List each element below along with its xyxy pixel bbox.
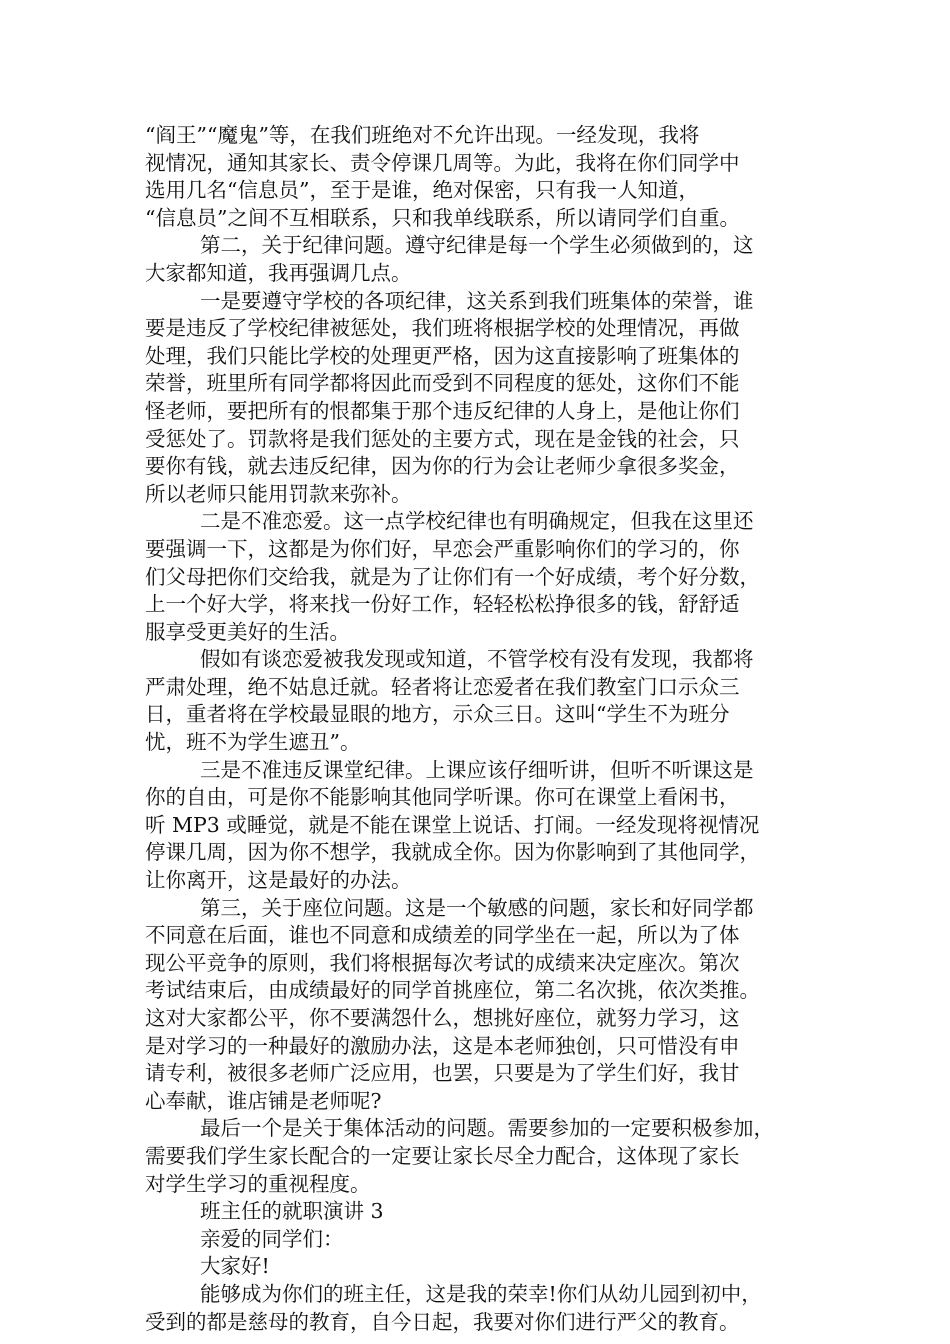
text-line: 听 MP3 或睡觉，就是不能在课堂上说话、打闹。一经发现将视情况: [145, 812, 760, 837]
text-line: 大家都知道，我再强调几点。: [145, 260, 412, 285]
text-line: 三是不准违反课堂纪律。上课应该仔细听讲，但听不听课这是: [200, 757, 754, 782]
text-line: 所以老师只能用罚款来弥补。: [145, 481, 412, 506]
text-line: 受到的都是慈母的教育，自今日起，我要对你们进行严父的教育。: [145, 1309, 740, 1334]
text-line: 大家好!: [200, 1254, 270, 1279]
text-line: “信息员”之间不互相联系，只和我单线联系，所以请同学们自重。: [145, 205, 740, 230]
text-line: 受惩处了。罚款将是我们惩处的主要方式，现在是金钱的社会，只: [145, 426, 740, 451]
text-line: 处理，我们只能比学校的处理更严格，因为这直接影响了班集体的: [145, 343, 740, 368]
text-line: 这对大家都公平，你不要满怨什么，想挑好座位，就努力学习，这: [145, 1006, 740, 1030]
text-line: 荣誉，班里所有同学都将因此而受到不同程度的惩处，这你们不能: [145, 371, 740, 396]
text-line: 服享受更美好的生活。: [145, 619, 350, 644]
text-line: 假如有谈恋爱被我发现或知道，不管学校有没有发现，我都将: [200, 647, 754, 672]
text-line: 不同意在后面，谁也不同意和成绩差的同学坐在一起，所以为了体: [145, 923, 740, 948]
text-line: 严肃处理，绝不姑息迁就。轻者将让恋爱者在我们教室门口示众三: [145, 674, 740, 699]
text-line: 现公平竞争的原则，我们将根据每次考试的成绩来决定座次。第次: [145, 950, 740, 975]
text-line: 是对学习的一种最好的激励办法，这是本老师独创，只可惜没有申: [145, 1033, 740, 1058]
text-line: 二是不准恋爱。这一点学校纪律也有明确规定，但我在这里还: [200, 509, 754, 534]
text-line: 请专利，被很多老师广泛应用，也罢，只要是为了学生们好，我甘: [145, 1061, 740, 1086]
text-line: 上一个好大学，将来找一份好工作，轻轻松松挣很多的钱，舒舒适: [145, 592, 740, 617]
text-line: 要你有钱，就去违反纪律，因为你的行为会让老师少拿很多奖金，: [145, 454, 740, 479]
text-line: 们父母把你们交给我，就是为了让你们有一个好成绩，考个好分数，: [145, 564, 760, 589]
text-line: 选用几名“信息员”，至于是谁，绝对保密，只有我一人知道，: [145, 178, 699, 203]
text-line: 第二，关于纪律问题。遵守纪律是每一个学生必须做到的，这: [200, 233, 754, 258]
text-line: 日，重者将在学校最显眼的地方，示众三日。这叫“学生不为班分: [145, 702, 730, 727]
text-line: 视情况，通知其家长、责令停课几周等。为此，我将在你们同学中: [145, 150, 740, 175]
text-line: 一是要遵守学校的各项纪律，这关系到我们班集体的荣誉，谁: [200, 288, 754, 313]
text-line: 要是违反了学校纪律被惩处，我们班将根据学校的处理情况，再做: [145, 316, 740, 341]
text-line: 班主任的就职演讲 3: [200, 1199, 384, 1224]
text-line: 亲爱的同学们：: [200, 1226, 344, 1251]
text-line: 停课几周，因为你不想学，我就成全你。因为你影响到了其他同学，: [145, 840, 760, 865]
document-body: [145, 122, 815, 1336]
text-line: 最后一个是关于集体活动的问题。需要参加的一定要积极参加，: [200, 1116, 774, 1141]
text-line: 考试结束后，由成绩最好的同学首挑座位，第二名次挑，依次类推。: [145, 978, 760, 1003]
text-line: 能够成为你们的班主任，这是我的荣幸!你们从幼儿园到初中，: [200, 1281, 762, 1306]
text-line: 心奉献，谁店铺是老师呢?: [145, 1088, 382, 1113]
text-line: “阎王”“魔鬼”等，在我们班绝对不允许出现。一经发现，我将: [145, 123, 700, 147]
text-line: 第三，关于座位问题。这是一个敏感的问题，家长和好同学都: [200, 895, 754, 920]
text-line: 需要我们学生家长配合的一定要让家长尽全力配合，这体现了家长: [145, 1143, 740, 1168]
text-line: 忧，班不为学生遮丑”。: [145, 730, 361, 755]
text-line: 对学生学习的重视程度。: [145, 1171, 371, 1196]
text-line: 你的自由，可是你不能影响其他同学听课。你可在课堂上看闲书，: [145, 785, 740, 810]
text-line: 让你离开，这是最好的办法。: [145, 868, 412, 893]
text-line: 怪老师，要把所有的恨都集于那个违反纪律的人身上，是他让你们: [145, 398, 740, 423]
text-line: 要强调一下，这都是为你们好，早恋会严重影响你们的学习的，你: [145, 536, 740, 561]
